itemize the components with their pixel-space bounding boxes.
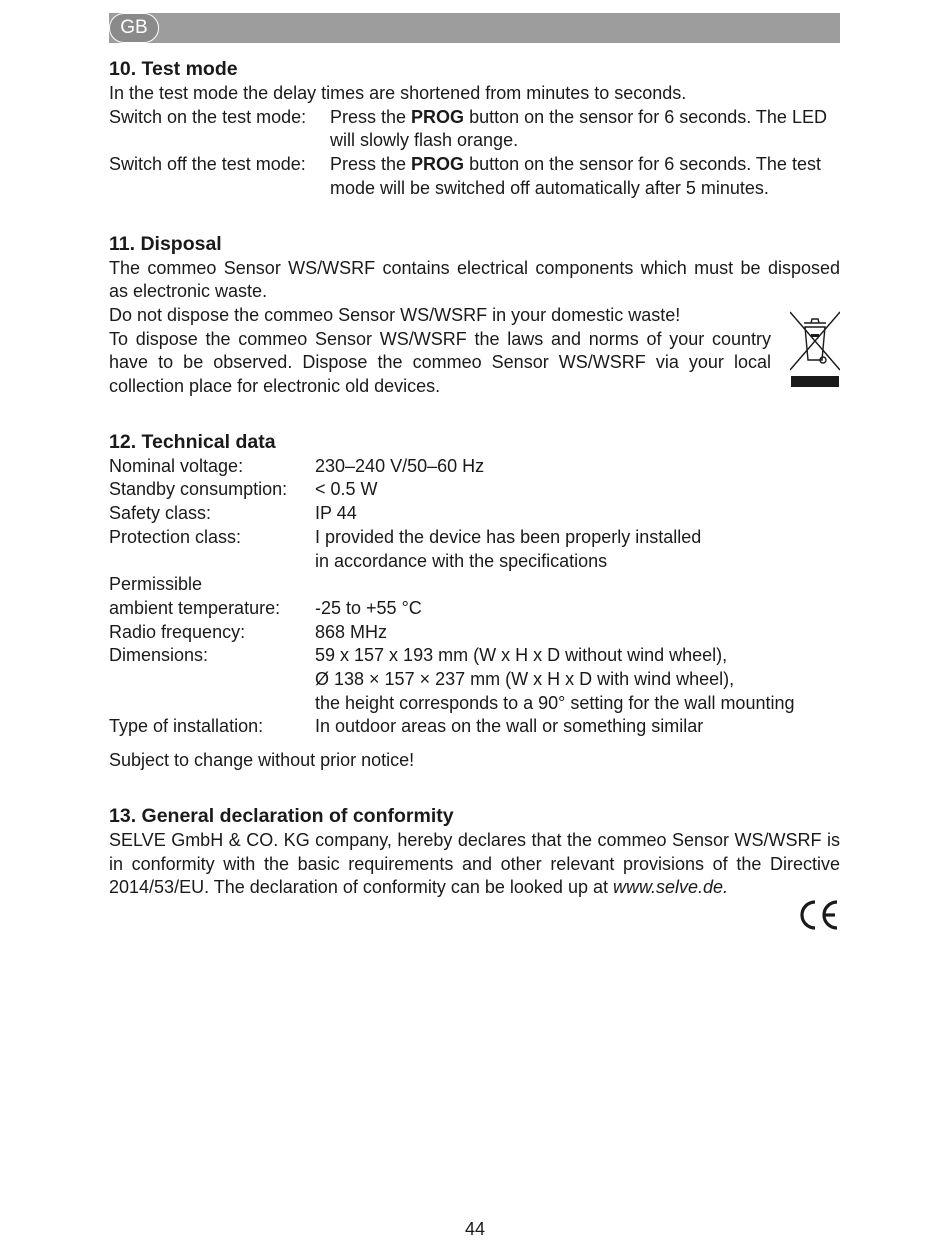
section-disposal (109, 231, 840, 399)
tech-label: Dimensions: (109, 645, 209, 666)
tech-value: 230–240 V/50–60 Hz (315, 455, 485, 476)
crossed-out-wheelie-bin-icon (790, 310, 840, 388)
tech-value: IP 44 (315, 503, 357, 524)
disposal-paragraph-2: Do not dispose the commeo Sensor WS/WSRF in your domestic waste! (109, 304, 681, 325)
section-title-conformity: 13. General declaration of conformity (109, 804, 454, 827)
disposal-paragraph-3: To dispose the commeo Sensor WS/WSRF the laws and norms of your country have to be observed. Dispose the commeo Sensor WS/WSRF via your local collection place for electronic old devices. (109, 328, 771, 397)
section-title-test-mode: 10. Test mode (109, 58, 238, 80)
tech-value: < 0.5 W (315, 479, 378, 500)
test-mode-off-text: Press the PROG button on the sensor for 6 seconds. The test mode will be switched off automatically after 5 minutes. (330, 154, 821, 198)
tech-label: Radio frequency: (109, 621, 246, 642)
tech-label: Type of installation: (109, 716, 264, 737)
disposal-body (109, 304, 840, 399)
tech-row-protection-class (109, 526, 840, 573)
test-mode-off-row (109, 153, 840, 200)
test-mode-intro: In the test mode the delay times are shortened from minutes to seconds. (109, 83, 687, 103)
tech-value: -25 to +55 °C (315, 597, 422, 618)
section-title-disposal: 11. Disposal (109, 232, 222, 255)
tech-label: Protection class: (109, 526, 242, 547)
ce-mark-icon (796, 898, 840, 932)
prog-keyword: PROG (411, 106, 465, 127)
page-content (109, 56, 840, 970)
section-test-mode (109, 56, 840, 201)
tech-label: Standby consumption: (109, 479, 288, 500)
tech-label: Permissible ambient temperature: (109, 574, 281, 618)
tech-label: Safety class: (109, 503, 212, 524)
selve-url: www.selve.de. (612, 877, 729, 898)
disposal-paragraph-1: The commeo Sensor WS/WSRF contains electrical components which must be disposed as electronic waste. (109, 257, 840, 302)
language-badge: GB (109, 13, 159, 43)
section-conformity (109, 803, 840, 940)
change-notice: Subject to change without prior notice! (109, 750, 415, 771)
tech-row-installation (109, 715, 840, 739)
section-technical-data (109, 429, 840, 773)
tech-row-radio-frequency (109, 621, 840, 645)
tech-row-voltage (109, 455, 840, 479)
conformity-text: SELVE GmbH & CO. KG company, hereby declares that the commeo Sensor WS/WSRF is in conformity with the basic requirements and other relevant provisions of the Directive 2014/53/EU. The declaration of conformity can be looked up at www.selve.de. (109, 829, 840, 898)
tech-value: 59 x 157 x 193 mm (W x H x D without wind wheel), Ø 138 × 157 × 237 mm (W x H x D with wind wheel), the height corresponds to a 90° setting for the wall mounting (315, 645, 795, 713)
tech-row-ambient-temperature (109, 573, 840, 620)
page-number: 44 (464, 1219, 486, 1239)
tech-row-dimensions (109, 644, 840, 715)
tech-row-safety-class (109, 502, 840, 526)
test-mode-off-label: Switch off the test mode: (109, 154, 306, 175)
tech-value: In outdoor areas on the wall or something similar (315, 716, 704, 737)
prog-keyword: PROG (411, 154, 465, 175)
tech-row-standby (109, 478, 840, 502)
tech-label: Nominal voltage: (109, 455, 244, 476)
tech-value: 868 MHz (315, 621, 388, 642)
test-mode-on-text: Press the PROG button on the sensor for 6 seconds. The LED will slowly flash orange. (330, 106, 827, 151)
disposal-text (109, 304, 771, 399)
test-mode-on-row (109, 106, 840, 153)
test-mode-on-label: Switch on the test mode: (109, 106, 307, 127)
header-bar (109, 13, 840, 43)
section-title-technical-data: 12. Technical data (109, 430, 276, 453)
tech-value: I provided the device has been properly installed in accordance with the specifications (315, 526, 702, 571)
